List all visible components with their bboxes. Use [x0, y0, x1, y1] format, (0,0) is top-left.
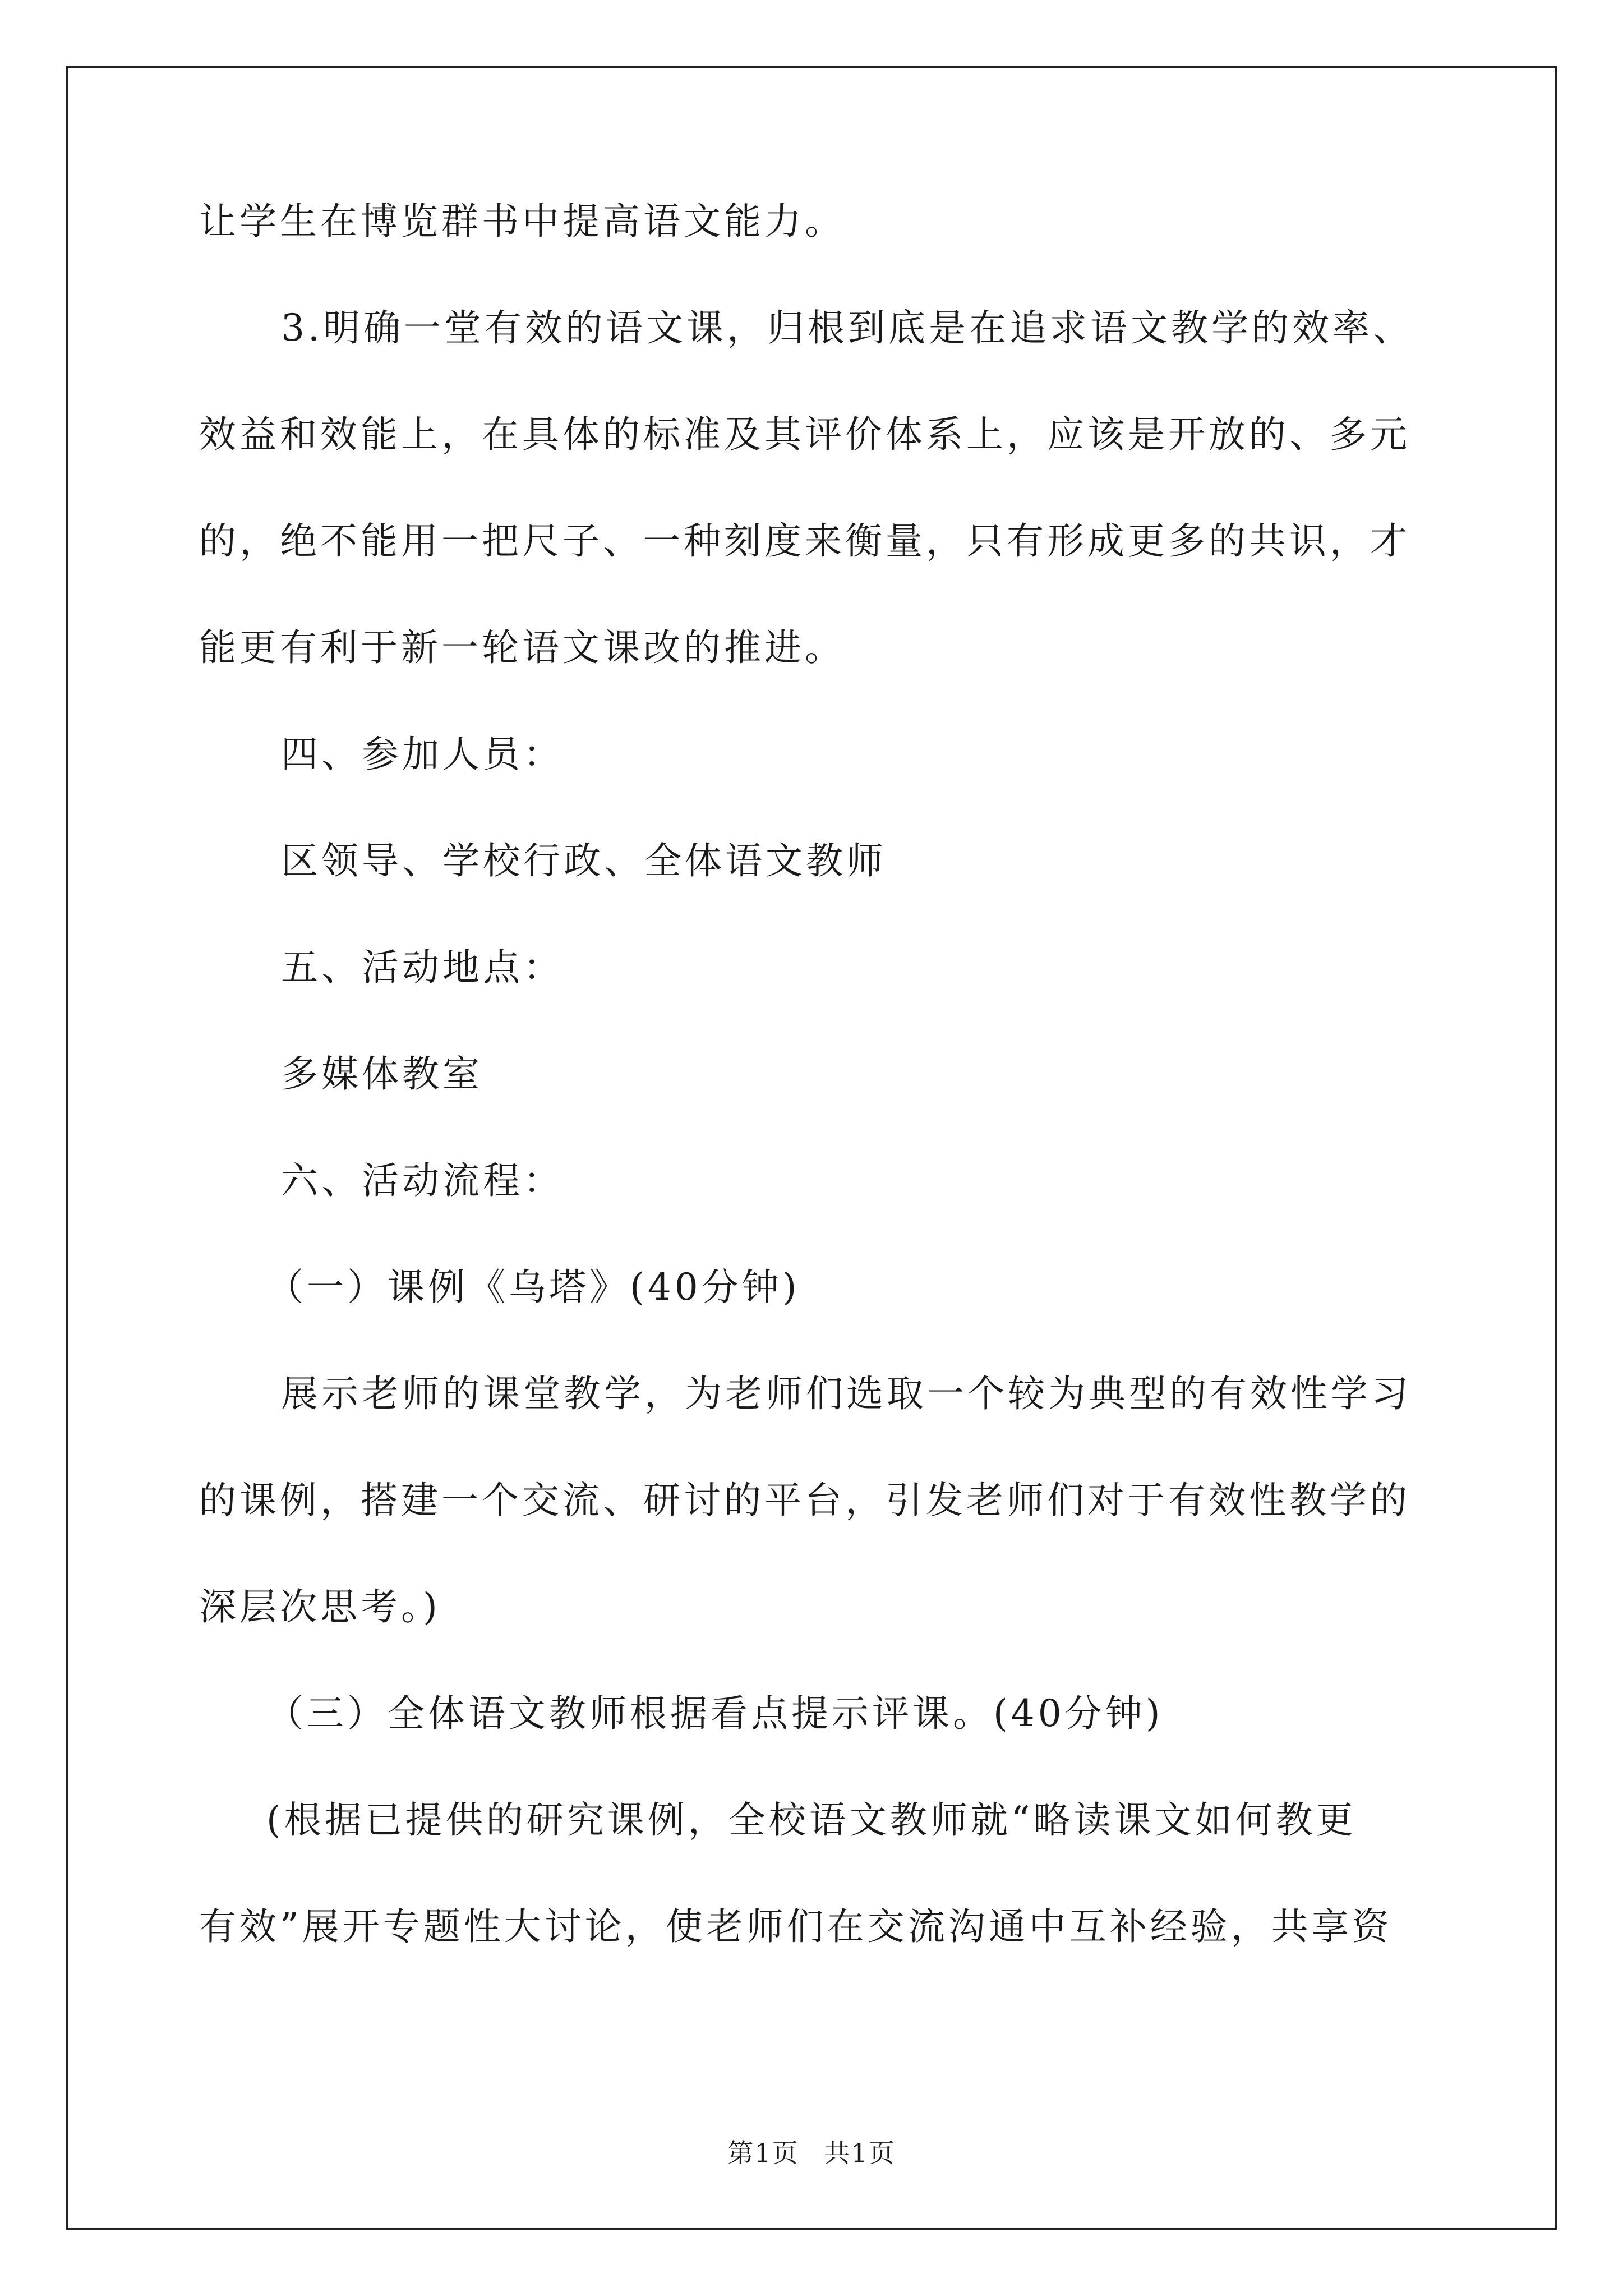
text-line: (根据已提供的研究课例，全校语文教师就“略读课文如何教更 [266, 1798, 1357, 1842]
section-heading: 四、参加人员： [281, 733, 564, 776]
text-line: 有效”展开专题性大讨论，使老师们在交流沟通中互补经验，共享资 [199, 1905, 1393, 1948]
page-number: 第1页 [727, 2138, 799, 2168]
text-line: 深层次思考。) [199, 1585, 441, 1628]
text-line: 让学生在博览群书中提高语文能力。 [199, 200, 845, 243]
text-line: 效益和效能上，在具体的标准及其评价体系上，应该是开放的、多元 [199, 413, 1410, 456]
text-line: 3.明确一堂有效的语文课，归根到底是在追求语文教学的效率、 [281, 306, 1413, 349]
text-line: 能更有利于新一轮语文课改的推进。 [199, 626, 845, 669]
section-heading: 六、活动流程： [281, 1159, 564, 1202]
text-line: 多媒体教室 [281, 1052, 483, 1096]
text-line: 区领导、学校行政、全体语文教师 [281, 839, 887, 882]
page-total: 共1页 [824, 2138, 896, 2168]
text-line: 的，绝不能用一把尺子、一种刻度来衡量，只有形成更多的共识，才 [199, 519, 1410, 563]
subsection-heading: （三）全体语文教师根据看点提示评课。(40分钟) [266, 1692, 1164, 1735]
page-footer [0, 2136, 1623, 2170]
text-line: 展示老师的课堂教学，为老师们选取一个较为典型的有效性学习 [281, 1372, 1412, 1415]
text-line: 的课例，搭建一个交流、研讨的平台，引发老师们对于有效性教学的 [199, 1479, 1410, 1522]
section-heading: 五、活动地点： [281, 946, 564, 989]
subsection-heading: （一）课例《乌塔》(40分钟) [266, 1266, 800, 1309]
